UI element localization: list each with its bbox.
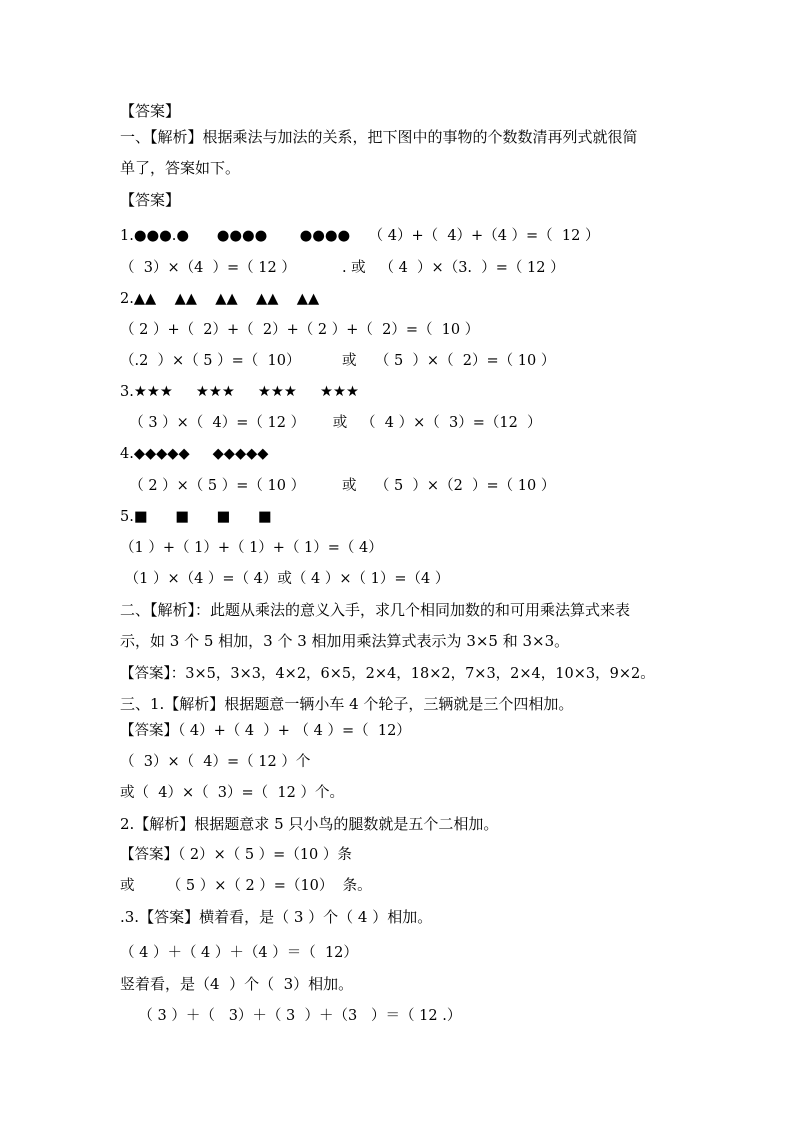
- q4-diamonds: 4.◆◆◆◆◆ ◆◆◆◆◆: [120, 446, 269, 462]
- section-two-answer: 【答案】：3×5，3×3，4×2，6×5，2×4，18×2，7×3，2×4，10×3，9×2。: [120, 666, 655, 682]
- answer-heading-2: 【答案】: [120, 191, 181, 209]
- q2-addition: （ 2 ）+（ 2）+（ 2）+（ 2 ）+（ 2）=（ 10 ）: [120, 322, 480, 338]
- q2-multiplication: （.2 ）×（ 5 ）=（ 10） 或 （ 5 ）×（ 2）=（ 10 ）: [120, 353, 556, 369]
- q5-squares: 5.■ ■ ■ ■: [120, 509, 272, 525]
- section-three-q2-alternative: 或 （ 5 ）×（ 2 ）=（10） 条。: [120, 878, 372, 894]
- section-three-q1-multiplication: （ 3）×（ 4）=（ 12 ）个: [120, 754, 311, 770]
- q5-multiplication: （1 ）×（4 ）=（ 4）或（ 4 ）×（ 1）=（4 ）: [120, 571, 450, 587]
- section-three-q2-answer: 【答案】（ 2）×（ 5 ）=（10 ）条: [120, 847, 352, 863]
- q1-multiplication: （ 3）×（4 ）=（ 12 ） . 或 （ 4 ）×（3. ）=（ 12 ）: [120, 260, 565, 276]
- section-three-q3-horizontal-addition: （ 4 ）＋（ 4 ）＋（4 ）＝（ 12）: [120, 945, 358, 961]
- q2-triangles: 2.▲▲ ▲▲ ▲▲ ▲▲ ▲▲: [120, 291, 320, 307]
- q1-shapes-and-addition: 1.●●●.● ●●●● ●●●● （ 4）+（ 4）+（4 ）=（ 12 ）: [120, 228, 600, 244]
- section-three-q3-vertical-addition: （ 3 ）＋（ 3）＋（ 3 ）＋（3 ）＝（ 12 .）: [120, 1008, 462, 1024]
- section-three-q3-answer: .3.【答案】横着看，是（ 3 ）个（ 4 ）相加。: [120, 908, 433, 926]
- section-one-analysis: 一、【解析】根据乘法与加法的关系，把下图中的事物的个数数清再列式就很简: [120, 128, 638, 146]
- section-three-q3-vertical: 竖着看，是（4 ）个（ 3）相加。: [120, 975, 354, 993]
- q5-addition: （1 ）+（ 1）+（ 1）+（ 1）=（ 4）: [120, 540, 383, 556]
- answer-heading: 【答案】: [120, 102, 181, 120]
- q3-stars: 3.★★★ ★★★ ★★★ ★★★: [120, 384, 359, 400]
- section-three-q2-analysis: 2.【解析】根据题意求 5 只小鸟的腿数就是五个二相加。: [120, 815, 499, 833]
- section-one-analysis-cont: 单了，答案如下。: [120, 159, 241, 177]
- section-two-analysis: 二、【解析】：此题从乘法的意义入手，求几个相同加数的和可用乘法算式来表: [120, 601, 631, 619]
- section-two-analysis-cont: 示，如 3 个 5 相加，3 个 3 相加用乘法算式表示为 3×5 和 3×3。: [120, 632, 570, 650]
- section-three-q1-answer: 【答案】（ 4）+（ 4 ）+ （ 4 ）=（ 12）: [120, 723, 411, 739]
- section-three-q1-alternative: 或（ 4）×（ 3）=（ 12 ）个。: [120, 785, 344, 801]
- q3-multiplication: （ 3 ）×（ 4）=（ 12 ） 或 （ 4 ）×（ 3）=（12 ）: [120, 415, 542, 431]
- q4-multiplication: （ 2 ）×（ 5 ）=（ 10 ） 或 （ 5 ）×（2 ）=（ 10 ）: [120, 478, 556, 494]
- section-three-q1-analysis: 三、1.【解析】根据题意一辆小车 4 个轮子，三辆就是三个四相加。: [120, 695, 574, 713]
